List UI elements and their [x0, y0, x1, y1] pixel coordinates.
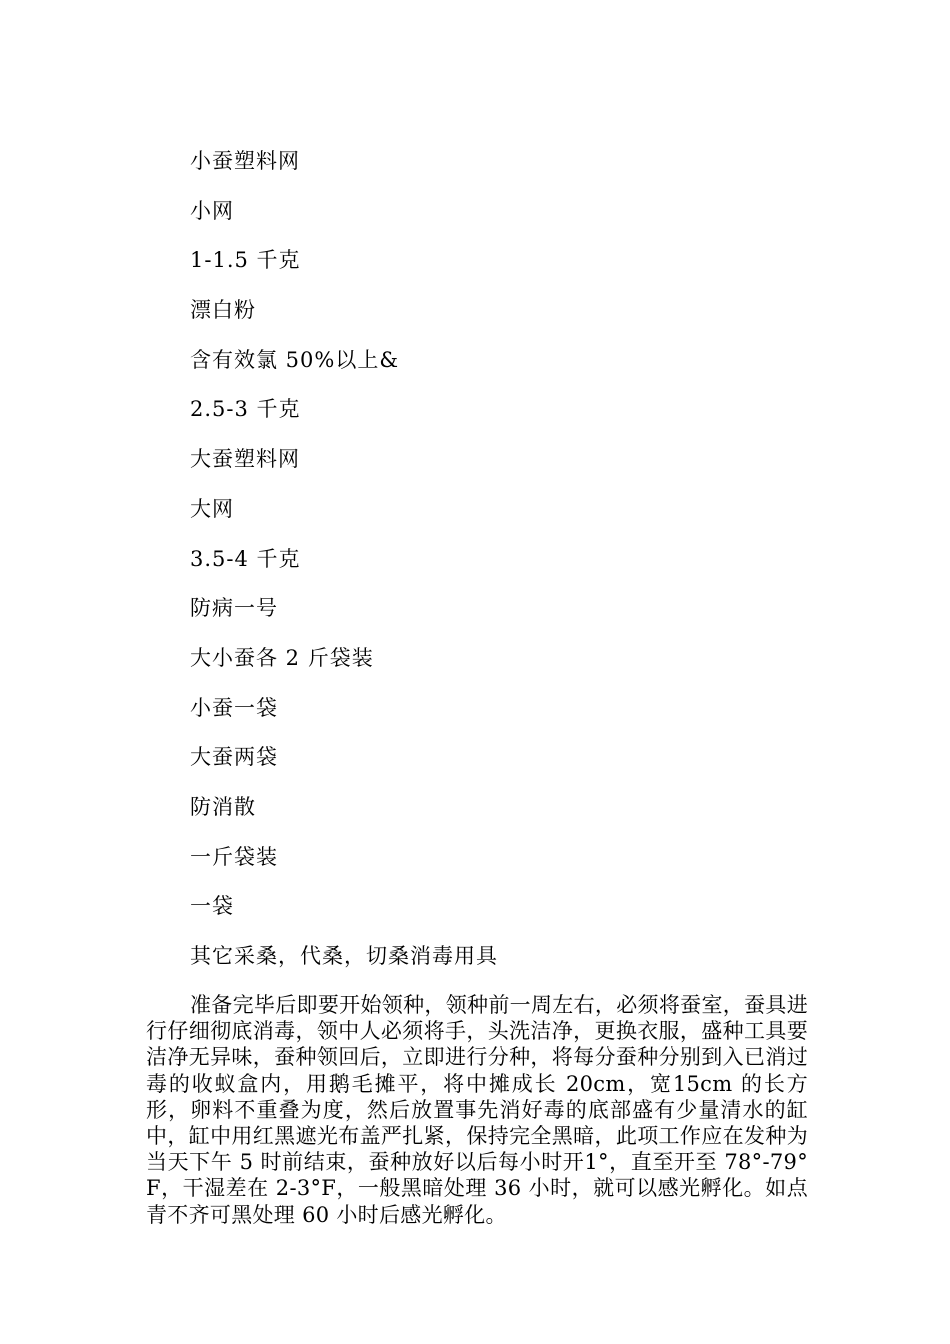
list-item: 大蚕两袋 — [190, 745, 278, 770]
list-item: 含有效氯 50%以上& — [190, 347, 400, 372]
list-item: 2.5-3 千克 — [190, 397, 301, 422]
list-item: 其它采桑，代桑，切桑消毒用具 — [190, 944, 498, 968]
list-item: 小蚕塑料网 — [190, 149, 300, 173]
list-item: 一袋 — [190, 894, 234, 919]
list-item: 小网 — [190, 198, 234, 223]
materials-list — [190, 146, 790, 991]
list-item: 3.5-4 千克 — [190, 546, 301, 571]
list-item: 一斤袋装 — [190, 844, 278, 869]
list-item: 大蚕塑料网 — [190, 447, 300, 472]
list-item: 小蚕一袋 — [190, 695, 278, 720]
list-item: 大网 — [190, 496, 234, 521]
list-item: 防病一号 — [190, 596, 278, 621]
list-item: 防消散 — [190, 794, 256, 819]
list-item: 大小蚕各 2 斤袋装 — [190, 645, 374, 670]
body-paragraph: 准备完毕后即要开始领种，领种前一周左右，必须将蚕室，蚕具进行仔细彻底消毒，领中人必须将手，头洗洁净，更换衣服，盛种工具要洁净无异味，蚕种领回后，立即进行分种，将每分蚕种分别到入已消过毒的收蚁盒内，用鹅毛摊平，将中摊成长 20cm，宽15cm 的长方形，卵料不重叠为度，然后放置事先消好毒的底部盛有少量清水的缸中，缸中用红黑遮光布盖严扎紧，保持完全黑暗，此项工作应在发种为当天下午 5 时前结束，蚕种放好以后每小时开1°，直至开至 78°-79°F，干湿差在 2-3°F，一般黑暗处理 36 小时，就可以感光孵化。如点青不齐可黑处理 60 小时后感光孵化。 — [146, 993, 808, 1227]
list-item: 1-1.5 千克 — [190, 248, 301, 273]
list-item: 漂白粉 — [190, 298, 256, 323]
